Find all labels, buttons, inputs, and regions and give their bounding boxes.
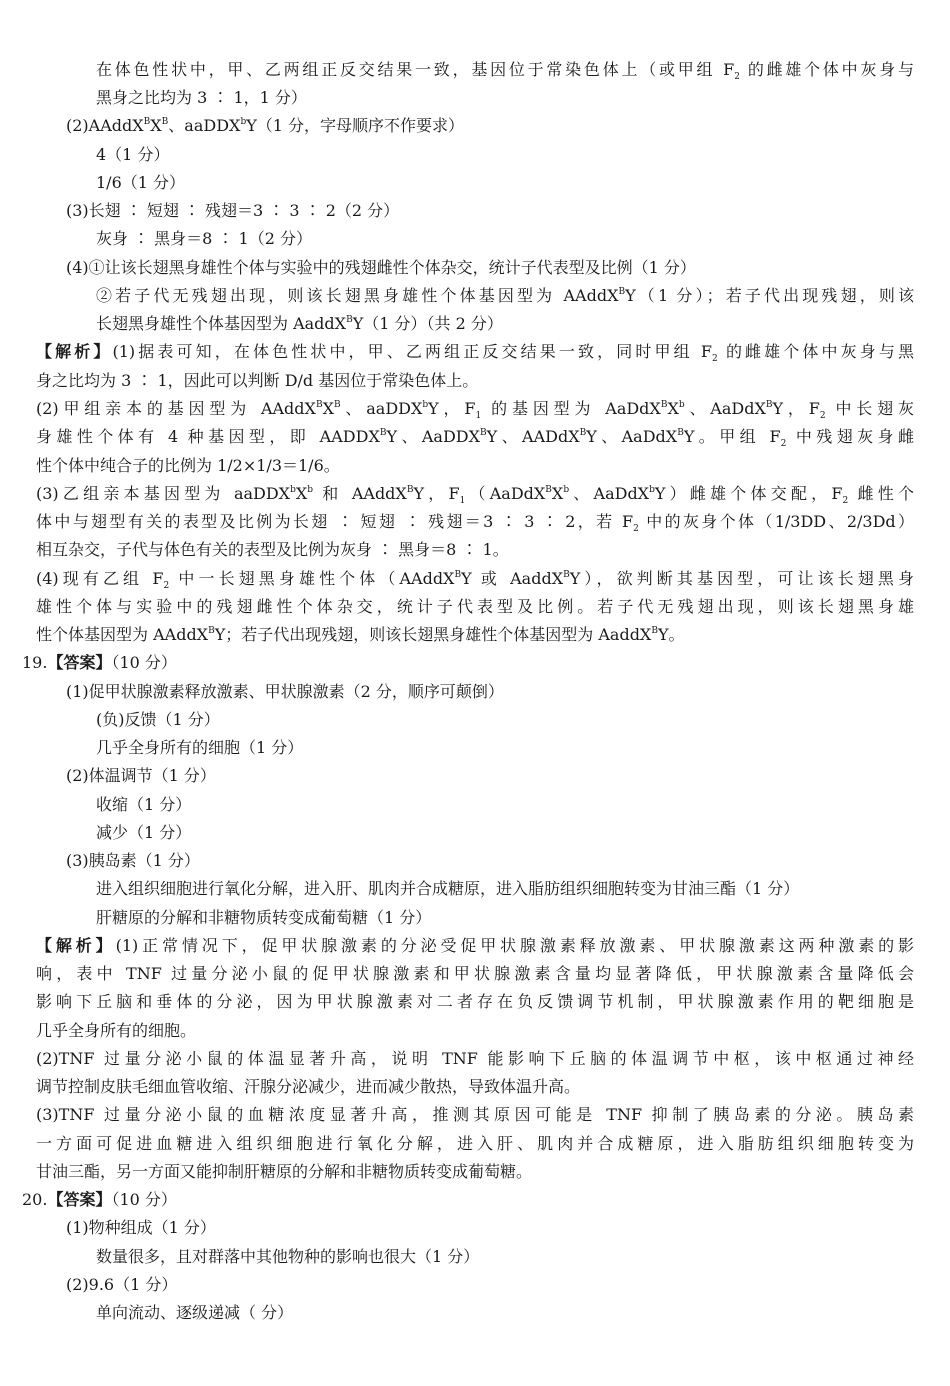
text-line: 几乎全身所有的细胞（1 分） [96,738,304,757]
text-line: 性个体中纯合子的比例为 1/2×1/3＝1/6。 [36,456,340,475]
text-line: 数量很多，且对群落中其他物种的影响也很大（1 分） [96,1247,480,1266]
text-line: 1/6（1 分） [96,173,186,192]
text-line: 身雄性个体有 4 种基因型，即 $AADDX^BY$、AaDDX$^B$Y、AADdX$^B$Y、AaDdX$^B$Y。甲组 $F_2$ 中残翅灰身雌 [36,427,914,450]
text-line: 肝糖原的分解和非糖物质转变成葡萄糖（1 分） [96,908,432,927]
text-line: (3)乙组亲本基因型为 $aaDDX^bX^b$ 和 AAddX$^B$Y，$F_1(AaDdX^BX^b$、AaDdX$^b$Y）雌雄个体交配，$F_2$ 雌性个 [36,484,914,507]
text-line: 身之比均为 3 ∶ 1，因此可以判断 D/d 基因位于常染色体上。 [36,371,479,390]
text-line: (2)9.6（1 分） [66,1275,178,1294]
text-line: 黑身之比均为 3 ∶ 1，1 分） [96,88,307,107]
text-line: 相互杂交，子代与体色有关的表型及比例为灰身 ∶ 黑身＝8 ∶ 1。 [36,540,509,559]
text-line: $(2)AAddX^BX^B$、aaDDX$^b$Y（1 分，字母顺序不作要求） [66,116,465,135]
text-line: (负)反馈（1 分） [96,710,220,729]
text-line: 【解析】(1)据表可知，在体色性状中，甲、乙两组正反交结果一致，同时甲组 $F_2$ 的雌雄个体中灰身与黑 [36,342,914,365]
text-line: (3)TNF 过量分泌小鼠的血糖浓度显著升高，推测其原因可能是 TNF 抑制了胰岛素的分泌。胰岛素 [36,1105,914,1124]
text-line: 【解析】(1)正常情况下，促甲状腺激素的分泌受促甲状腺激素释放激素、甲状腺激素这两种激素的影 [36,936,914,955]
text-line: 影响下丘脑和垂体的分泌，因为甲状腺激素对二者存在负反馈调节机制，甲状腺激素作用的靶细胞是 [36,992,914,1011]
text-line: 20.【答案】（10 分） [22,1190,177,1209]
text-line: (4)①让该长翅黑身雄性个体与实验中的残翅雌性个体杂交，统计子代表型及比例（1 分） [66,258,696,277]
text-line: (2)甲组亲本的基因型为 $AAddX^BX^B$、aaDDX$^b$Y，$F_1$ 的基因型为 $AaDdX^BX^b$、AaDdX$^B$Y，$F_2$ 中长翅灰 [36,399,914,422]
text-line: 雄性个体与实验中的残翅雌性个体杂交，统计子代表型及比例。若子代无残翅出现，则该长翅黑身雄 [36,597,914,616]
text-line: 在体色性状中，甲、乙两组正反交结果一致，基因位于常染色体上（或甲组 $F_2$ 的雌雄个体中灰身与 [96,60,914,83]
text-line: (3)长翅 ∶ 短翅 ∶ 残翅＝3 ∶ 3 ∶ 2（2 分） [66,201,400,220]
text-line: (1)促甲状腺激素释放激素、甲状腺激素（2 分，顺序可颠倒） [66,682,504,701]
text-line: 一方面可促进血糖进入组织细胞进行氧化分解，进入肝、肌肉并合成糖原，进入脂肪组织细胞转变为 [36,1134,914,1153]
text-line: 几乎全身所有的细胞。 [36,1021,197,1040]
text-line: 长翅黑身雄性个体基因型为 AaddX$^B$Y（1 分）（共 2 分） [96,314,503,333]
text-line: (3)胰岛素（1 分） [66,851,200,870]
text-line: 性个体基因型为 AAddX$^B$Y；若子代出现残翅，则该长翅黑身雄性个体基因型为 AaddX$^B$Y。 [36,625,685,644]
text-line: (2)TNF 过量分泌小鼠的体温显著升高，说明 TNF 能影响下丘脑的体温调节中枢，该中枢通过神经 [36,1049,914,1068]
text-line: 单向流动、逐级递减（ 分） [96,1303,294,1322]
text-line: 甘油三酯，另一方面又能抑制肝糖原的分解和非糖物质转变成葡萄糖。 [36,1162,533,1181]
text-line: 体中与翅型有关的表型及比例为长翅 ∶ 短翅 ∶ 残翅＝3 ∶ 3 ∶ 2，若 $F_2$ 中的灰身个体（1/3DD、2/3Dd） [36,512,914,535]
text-line: 灰身 ∶ 黑身＝8 ∶ 1（2 分） [96,229,312,248]
text-line: (1)物种组成（1 分） [66,1218,216,1237]
text-line: ②若子代无残翅出现，则该长翅黑身雄性个体基因型为 AAddX$^B$Y（1 分）；若子代出现残翅，则该 [96,286,914,305]
text-line: 19.【答案】（10 分） [22,653,177,672]
text-line: (2)体温调节（1 分） [66,766,216,785]
text-line: 收缩（1 分） [96,795,192,814]
text-line: (4)现有乙组 $F_2$ 中一长翅黑身雄性个体（AAddX$^B$Y 或 AaddX$^B$Y），欲判断其基因型，可让该长翅黑身 [36,569,914,592]
text-line: 减少（1 分） [96,823,192,842]
text-line: 调节控制皮肤毛细血管收缩、汗腺分泌减少，进而减少散热，导致体温升高。 [36,1077,581,1096]
text-line: 响，表中 TNF 过量分泌小鼠的促甲状腺激素和甲状腺激素含量均显著降低，甲状腺激素含量降低会 [36,964,914,983]
text-line: 4（1 分） [96,145,170,164]
text-line: 进入组织细胞进行氧化分解，进入肝、肌肉并合成糖原，进入脂肪组织细胞转变为甘油三酯（1 分） [96,879,800,898]
